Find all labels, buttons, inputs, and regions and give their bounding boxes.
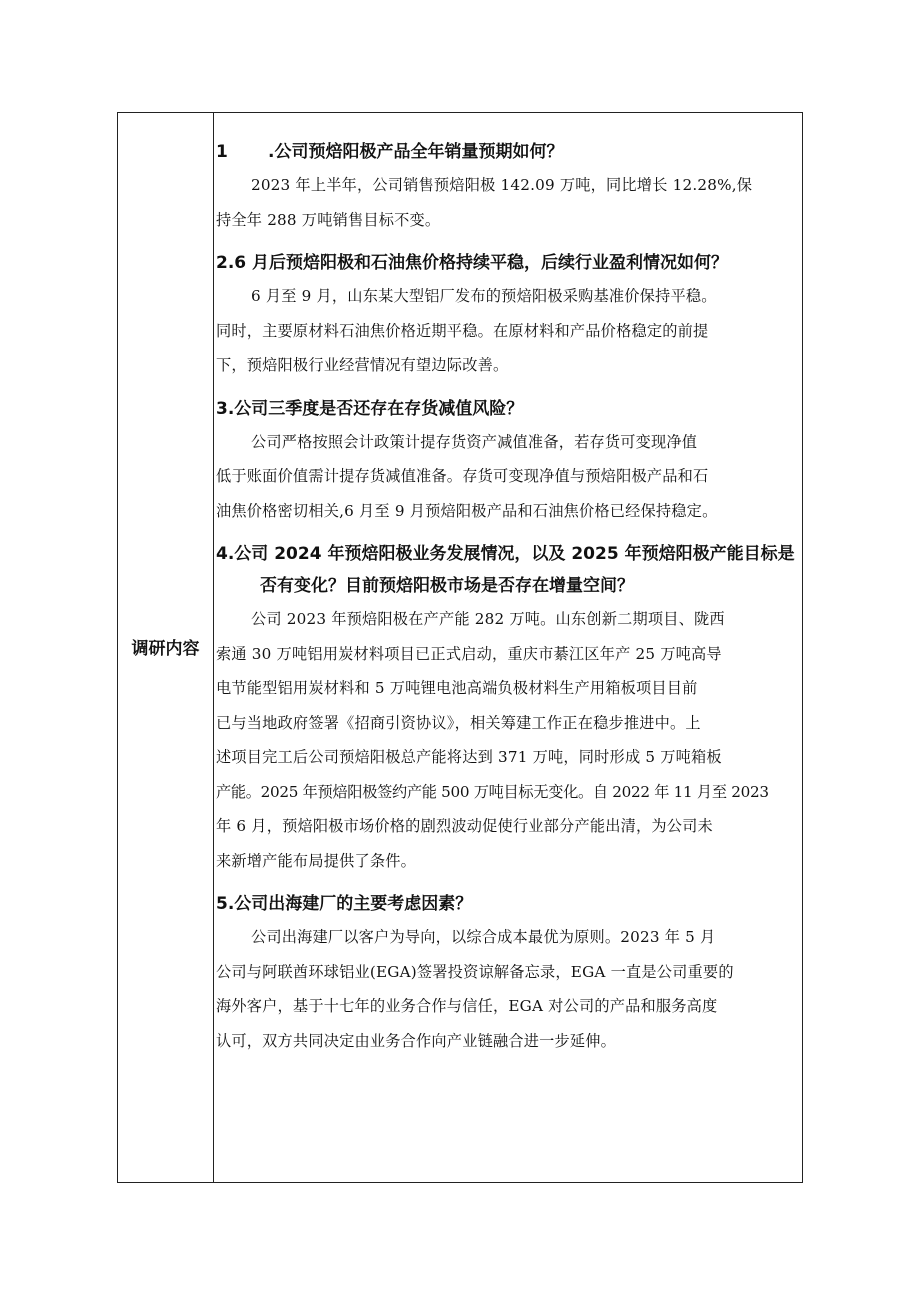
answer-1 (216, 168, 798, 237)
answer-line: 来新增产能布局提供了条件。 (216, 851, 417, 870)
answer-line: 低于账面价值需计提存货减值准备。存货可变现净值与预焙阳极产品和石 (216, 467, 709, 485)
answer-5 (216, 920, 798, 1058)
answer-line: 公司出海建厂以客户为导向，以综合成本最优为原则。2023 年 5 月 (250, 928, 716, 946)
question-1-number: 1 (216, 142, 228, 162)
question-4: 4.公司 2024 年预焙阳极业务发展情况，以及 2025 年预焙阳极产能目标是 (216, 544, 795, 564)
answer-line: 年 6 月，预焙阳极市场价格的剧烈波动促使行业部分产能出清，为公司未 (216, 817, 713, 835)
question-4-continued: 否有变化？目前预焙阳极市场是否存在增量空间？ (260, 576, 634, 596)
question-3: 3.公司三季度是否还存在存货减值风险？ (216, 398, 524, 419)
answer-line: 公司 2023 年预焙阳极在产产能 282 万吨。山东创新二期项目、陇西 (250, 610, 725, 628)
answer-line: 公司严格按照会计政策计提存货资产减值准备，若存货可变现净值 (250, 432, 698, 451)
answer-line: 已与当地政府签署《招商引资协议》，相关筹建工作正在稳步推进中。上 (216, 713, 701, 732)
answer-line: 产能。2025 年预焙阳极签约产能 500 万吨目标无变化。自 2022 年 11 月至 2023 (216, 782, 769, 801)
answer-line: 认可，双方共同决定由业务合作向产业链融合进一步延伸。 (216, 1031, 617, 1050)
answer-line: 油焦价格密切相关,6 月至 9 月预焙阳极产品和石油焦价格已经保持稳定。 (216, 501, 718, 520)
question-2: 2.6 月后预焙阳极和石油焦价格持续平稳，后续行业盈利情况如何？ (216, 253, 729, 273)
research-content (216, 136, 798, 1058)
question-1 (216, 136, 798, 168)
column-divider (213, 112, 214, 1183)
question-5: 5.公司出海建厂的主要考虑因素？ (216, 894, 473, 914)
answer-line: 下，预焙阳极行业经营情况有望边际改善。 (216, 356, 509, 374)
answer-3 (216, 425, 798, 529)
answer-line: 6 月至 9 月，山东某大型铝厂发布的预焙阳极采购基准价保持平稳。 (250, 287, 717, 305)
answer-line: 同时，主要原材料石油焦价格近期平稳。在原材料和产品价格稳定的前提 (216, 321, 709, 340)
answer-line: 电节能型铝用炭材料和 5 万吨锂电池高端负极材料生产用箱板项目目前 (216, 679, 698, 697)
question-1-text: .公司预焙阳极产品全年销量预期如何？ (268, 142, 564, 162)
answer-line: 2023 年上半年，公司销售预焙阳极 142.09 万吨，同比增长 12.28%,保 (250, 176, 753, 194)
answer-line: 公司与阿联酋环球铝业(EGA)签署投资谅解备忘录，EGA 一直是公司重要的 (216, 962, 734, 981)
answer-line: 述项目完工后公司预焙阳极总产能将达到 371 万吨，同时形成 5 万吨箱板 (216, 748, 722, 766)
answer-line: 持全年 288 万吨销售目标不变。 (216, 210, 441, 229)
row-label: 调研内容 (131, 639, 200, 659)
answer-line: 海外客户，基于十七年的业务合作与信任，EGA 对公司的产品和服务高度 (216, 997, 718, 1015)
answer-4 (216, 602, 798, 878)
answer-line: 索通 30 万吨铝用炭材料项目已正式启动，重庆市綦江区年产 25 万吨高导 (216, 644, 722, 663)
answer-2 (216, 279, 798, 383)
